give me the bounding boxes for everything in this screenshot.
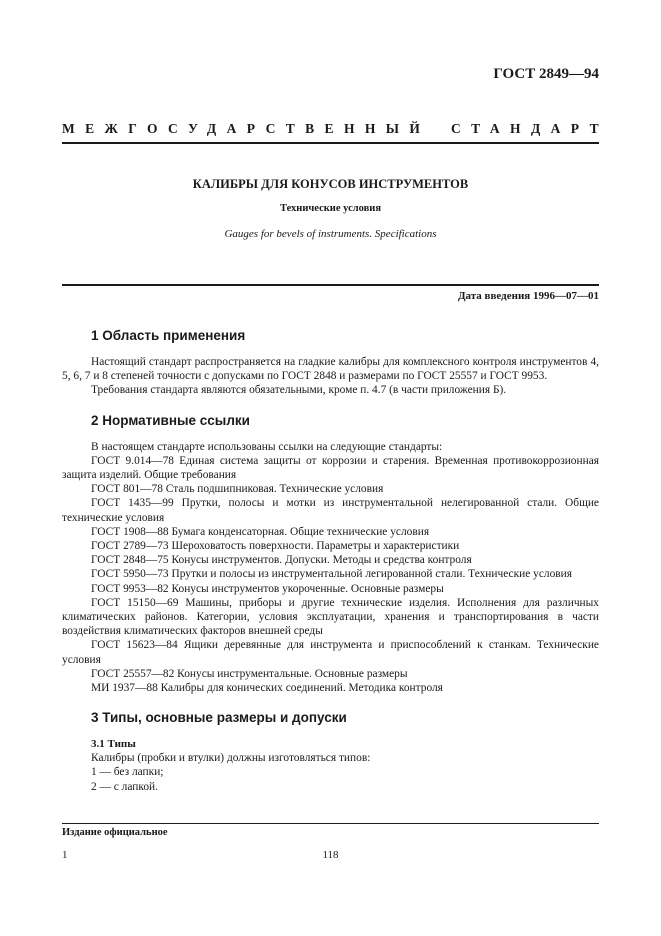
list-item: 1 — без лапки; — [91, 766, 164, 779]
reference-item: МИ 1937—88 Калибры для конических соединений. Методика контроля — [91, 682, 443, 695]
paragraph: Требования стандарта являются обязательными, кроме п. 4.7 (в части приложения Б). — [91, 384, 507, 397]
document-body — [62, 326, 599, 794]
reference-item: ГОСТ 2789—73 Шероховатость поверхности. Параметры и характеристики — [91, 540, 460, 553]
reference-item: ГОСТ 15150—69 Машины, приборы и другие технические изделия. Исполнения для различных климатических районов. Категории, условия эксплуатации, хранения и транспортирования в части воздействия климатических факторов внешней среды — [62, 596, 599, 638]
page-number: 118 — [322, 849, 339, 861]
paragraph: Калибры (пробки и втулки) должны изготовляться типов: — [91, 752, 371, 765]
document-code: ГОСТ 2849—94 — [493, 66, 599, 82]
footer-left-number: 1 — [62, 849, 68, 861]
subsection-heading-types: 3.1 Типы — [91, 738, 136, 751]
title-russian: КАЛИБРЫ ДЛЯ КОНУСОВ ИНСТРУМЕНТОВ — [192, 177, 469, 191]
subtitle-russian: Технические условия — [279, 203, 382, 214]
section-heading-references: 2 Нормативные ссылки — [91, 412, 250, 428]
reference-item: ГОСТ 1435—99 Прутки, полосы и мотки из инструментальной нелегированной стали. Общие технические условия — [62, 497, 599, 524]
list-item: 2 — с лапкой. — [91, 780, 158, 793]
reference-item: ГОСТ 5950—73 Прутки и полосы из инструментальной легированной стали. Технические условия — [91, 568, 572, 581]
reference-item: ГОСТ 801—78 Сталь подшипниковая. Технические условия — [91, 483, 384, 496]
reference-item: ГОСТ 15623—84 Ящики деревянные для инструмента и приспособлений к станкам. Технические условия — [62, 639, 599, 666]
paragraph: Настоящий стандарт распространяется на гладкие калибры для комплексного контроля инструментов 4, 5, 6, 7 и 8 степеней точности с допусками по ГОСТ 2848 и размерами по ГОСТ 25557 и ГОСТ 9953. — [62, 356, 599, 383]
reference-item: ГОСТ 2848—75 Конусы инструментов. Допуски. Методы и средства контроля — [91, 554, 472, 567]
interstate-standard-banner — [62, 121, 609, 137]
reference-item: ГОСТ 9953—82 Конусы инструментов укороченные. Основные размеры — [91, 582, 444, 595]
section-heading-scope: 1 Область применения — [91, 328, 246, 343]
reference-intro: В настоящем стандарте использованы ссылки на следующие стандарты: — [91, 440, 443, 453]
title-english: Gauges for bevels of instruments. Specifications — [224, 228, 437, 240]
bottom-rule — [62, 823, 599, 824]
reference-item: ГОСТ 1908—88 Бумага конденсаторная. Общие технические условия — [91, 525, 430, 538]
section-heading-types: 3 Типы, основные размеры и допуски — [91, 710, 347, 726]
standard-word: СТАНДАРТ — [451, 121, 609, 136]
edition-label: Издание официальное — [62, 827, 168, 838]
interstate-word: МЕЖГОСУДАРСТВЕННЫЙ — [62, 121, 431, 136]
reference-item: ГОСТ 9.014—78 Единая система защиты от коррозии и старения. Временная противокоррозионная защита изделий. Общие требования — [62, 454, 599, 482]
introduction-date: Дата введения 1996—07—01 — [457, 290, 599, 302]
top-rule — [62, 142, 599, 144]
reference-item: ГОСТ 25557—82 Конусы инструментальные. Основные размеры — [91, 667, 408, 680]
middle-rule — [62, 284, 599, 286]
